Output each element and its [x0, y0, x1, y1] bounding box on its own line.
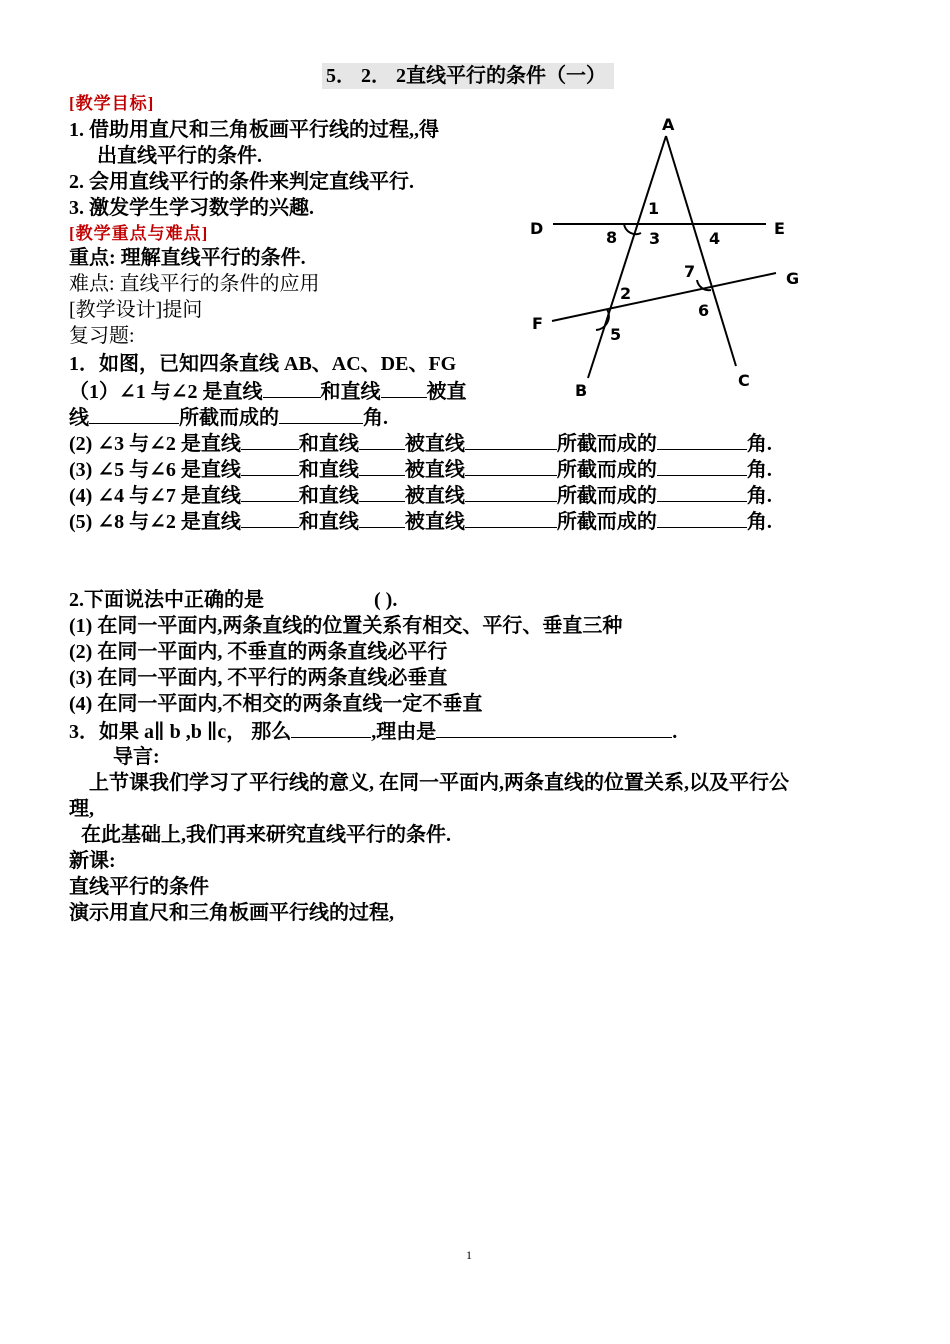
q2-option-3: (3) 在同一平面内, 不平行的两条直线必垂直: [69, 667, 448, 689]
difficulty: 难点: 直线平行的条件的应用: [69, 273, 320, 295]
cut-text: 被直线: [404, 485, 465, 507]
q2-stem: 2.下面说法中正确的是: [69, 589, 264, 611]
angle-8-label: 8: [606, 228, 618, 247]
cut-by-text: 被直: [426, 381, 467, 403]
line-text: 线: [69, 407, 89, 429]
q3-end: .: [672, 721, 678, 743]
and-text: 和直线: [298, 459, 359, 481]
and-text: 和直线: [298, 485, 359, 507]
demo-text: 演示用直尺和三角板画平行线的过程,: [69, 902, 394, 924]
cut-text: 被直线: [404, 433, 465, 455]
topic-label: 直线平行的条件: [69, 876, 209, 898]
review-label: 复习题:: [69, 325, 135, 347]
q2-answer-paren: ( ).: [374, 589, 398, 611]
angle-arc-top: [624, 224, 641, 234]
label-F: F: [532, 314, 543, 333]
objective-1: 1. 借助用直尺和三角板画平行线的过程,,得: [69, 119, 439, 141]
line-AC: [666, 136, 736, 366]
q2-option-1: (1) 在同一平面内,两条直线的位置关系有相交、平行、垂直三种: [69, 615, 623, 637]
angle-text: 角.: [746, 511, 772, 533]
keypoints-heading: [教学重点与难点]: [69, 224, 209, 243]
and-text: 和直线: [298, 511, 359, 533]
q1-part3-prefix: (3) ∠5 与∠6 是直线: [69, 459, 241, 481]
intro-heading: 导言:: [113, 746, 160, 768]
q1-part5-prefix: (5) ∠8 与∠2 是直线: [69, 511, 241, 533]
cut-text: 被直线: [404, 511, 465, 533]
q2-option-4: (4) 在同一平面内,不相交的两条直线一定不垂直: [69, 693, 483, 715]
q1-part2-prefix: (2) ∠3 与∠2 是直线: [69, 433, 241, 455]
angle-2-label: 2: [620, 284, 632, 303]
objectives-heading: [教学目标]: [69, 94, 155, 113]
q1-intro: 1．如图，已知四条直线 AB、AC、DE、FG: [69, 353, 457, 375]
objective-1-cont: 出直线平行的条件.: [97, 145, 262, 167]
q2-option-2: (2) 在同一平面内, 不垂直的两条直线必平行: [69, 641, 448, 663]
q1-part1-prefix: （1）∠1 与∠2 是直线: [69, 381, 263, 403]
q3-stem: 3．如果 a∥ b ,b ∥c， 那么: [69, 721, 292, 743]
page-number: 1: [466, 1248, 472, 1262]
angle-7-label: 7: [684, 262, 696, 281]
label-G: G: [786, 269, 800, 288]
angle-text: 角.: [363, 407, 388, 429]
intro-text-1: 上节课我们学习了平行线的意义, 在同一平面内,两条直线的位置关系,以及平行公: [89, 772, 789, 794]
q3-reason: ,理由是: [371, 721, 437, 743]
angle-text: 角.: [746, 433, 772, 455]
label-B: B: [575, 381, 588, 400]
newlesson-label: 新课:: [69, 850, 116, 872]
formed-text: 所截而成的: [556, 433, 657, 455]
label-C: C: [738, 371, 750, 390]
intro-text-2: 理,: [69, 798, 94, 820]
label-A: A: [662, 115, 675, 134]
angle-5-label: 5: [610, 325, 622, 344]
angle-4-label: 4: [709, 229, 721, 248]
objective-2: 2. 会用直线平行的条件来判定直线平行.: [69, 171, 414, 193]
objective-3: 3. 激发学生学习数学的兴趣.: [69, 197, 314, 219]
and-text: 和直线: [320, 381, 381, 403]
angle-6-label: 6: [698, 301, 710, 320]
cut-text: 被直线: [404, 459, 465, 481]
page-title: 5． 2． 2直线平行的条件（一）: [322, 63, 614, 89]
label-D: D: [530, 219, 544, 238]
formed-text: 所截而成的: [556, 459, 657, 481]
formed-text: 所截而成的: [556, 511, 657, 533]
formed-text: 所截而成的: [179, 407, 279, 429]
label-E: E: [774, 219, 785, 238]
angle-text: 角.: [746, 485, 772, 507]
angle-1-label: 1: [648, 199, 660, 218]
formed-text: 所截而成的: [556, 485, 657, 507]
line-AB: [588, 136, 666, 378]
keypoint: 重点: 理解直线平行的条件.: [69, 247, 306, 269]
and-text: 和直线: [298, 433, 359, 455]
intro-text-3: 在此基础上,我们再来研究直线平行的条件.: [81, 824, 451, 846]
angle-3-label: 3: [649, 229, 661, 248]
line-FG: [552, 273, 776, 321]
angle-text: 角.: [746, 459, 772, 481]
q1-part4-prefix: (4) ∠4 与∠7 是直线: [69, 485, 241, 507]
design-label: [教学设计]提问: [69, 299, 203, 321]
